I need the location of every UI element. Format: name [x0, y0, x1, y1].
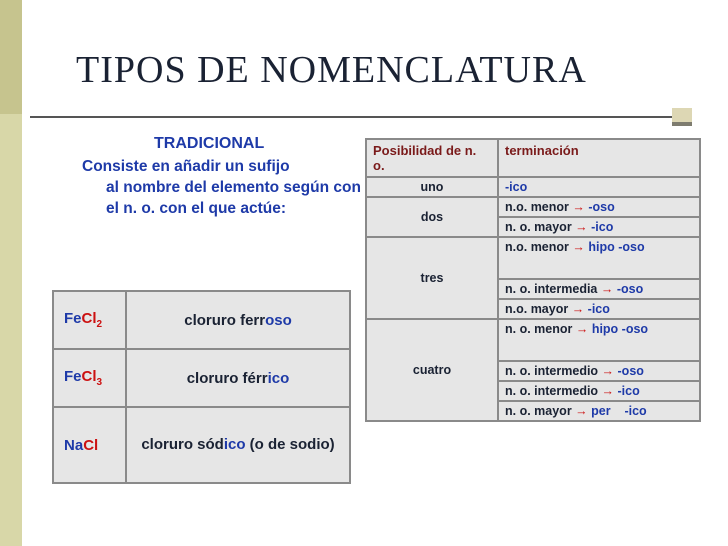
header-posibilidad: Posibilidad de n. o.	[366, 139, 498, 177]
group-label: cuatro	[366, 319, 498, 421]
term-cell: n. o. intermedio → -ico	[498, 381, 700, 401]
name-cell: cloruro férrico	[126, 349, 350, 407]
arrow-icon: →	[575, 322, 589, 336]
formula-cell: FeCl$_2$	[53, 291, 126, 349]
arrow-icon: →	[601, 384, 615, 398]
name-cell: cloruro ferroso	[126, 291, 350, 349]
table-row	[366, 177, 700, 197]
examples-table	[52, 290, 351, 484]
term-cell: n. o. menor → hipo -oso	[498, 319, 700, 361]
description-text	[82, 156, 362, 219]
arrow-icon: →	[571, 302, 585, 316]
table-row	[366, 197, 700, 217]
divider-accent-dark	[672, 122, 692, 126]
group-label: tres	[366, 237, 498, 319]
formula-cell: NaCl	[53, 407, 126, 483]
arrow-icon: →	[575, 220, 588, 234]
term-cell: n. o. intermedio → -oso	[498, 361, 700, 381]
arrow-icon: →	[575, 404, 588, 418]
table-row	[53, 349, 350, 407]
table-row	[53, 407, 350, 483]
table-row	[366, 319, 700, 361]
suffix-table	[365, 138, 701, 422]
arrow-icon: →	[601, 364, 615, 378]
title-divider	[30, 116, 692, 118]
term-cell: n.o. mayor → -ico	[498, 299, 700, 319]
section-heading: TRADICIONAL	[154, 135, 265, 152]
formula-cell: FeCl$_3$	[53, 349, 126, 407]
description-line1: Consiste en añadir un sufijo	[82, 158, 290, 175]
term-cell: n. o. mayor → per -ico	[498, 401, 700, 421]
table-row	[366, 237, 700, 279]
arrow-icon: →	[572, 200, 585, 214]
side-stripe-top	[0, 0, 22, 114]
header-terminacion: terminación	[498, 139, 700, 177]
group-label: dos	[366, 197, 498, 237]
description-rest: al nombre del elemento según con el n. o. con el que actúe:	[106, 179, 361, 217]
term-cell: -ico	[498, 177, 700, 197]
term-cell: n.o. menor → hipo -oso	[498, 237, 700, 279]
header-row	[366, 139, 700, 177]
arrow-icon: →	[600, 282, 614, 296]
name-cell: cloruro sódico (o de sodio)	[126, 407, 350, 483]
table-row	[53, 291, 350, 349]
arrow-icon: →	[572, 240, 585, 254]
term-cell: n.o. menor → -oso	[498, 197, 700, 217]
group-label: uno	[366, 177, 498, 197]
term-cell: n. o. mayor → -ico	[498, 217, 700, 237]
term-cell: n. o. intermedia → -oso	[498, 279, 700, 299]
slide-title: TIPOS DE NOMENCLATURA	[76, 49, 587, 91]
